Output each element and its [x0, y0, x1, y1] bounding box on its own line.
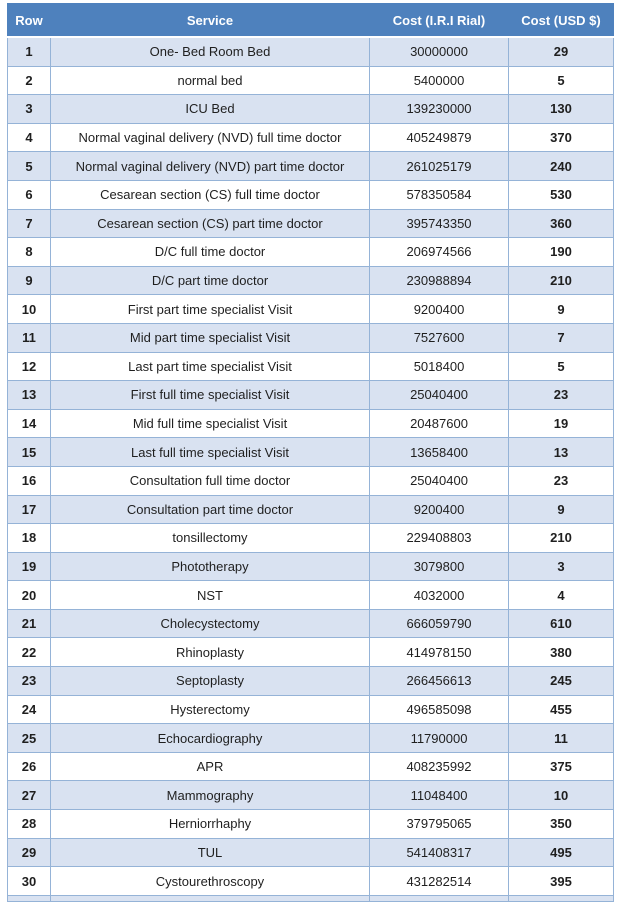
row-number-cell: 28	[8, 810, 51, 839]
cost-rial-cell: 229408803	[370, 524, 509, 553]
cost-rial-cell: 9200400	[370, 295, 509, 324]
table-row	[8, 266, 614, 295]
cost-rial-cell: 408235992	[370, 752, 509, 781]
cost-rial-cell: 666059790	[370, 609, 509, 638]
cost-rial-cell: 541408317	[370, 838, 509, 867]
row-number-cell: 16	[8, 466, 51, 495]
cost-rial-cell: 496585098	[370, 695, 509, 724]
service-cell: D/C part time doctor	[51, 266, 370, 295]
cost-rial-cell: 30000000	[370, 37, 509, 66]
row-number-cell: 18	[8, 524, 51, 553]
service-cell: Normal vaginal delivery (NVD) part time doctor	[51, 152, 370, 181]
hospital-cost-table	[7, 3, 614, 902]
cost-rial-cell: 414978150	[370, 638, 509, 667]
cost-usd-cell: 130	[509, 95, 614, 124]
service-cell: Mammography	[51, 781, 370, 810]
table-row	[8, 95, 614, 124]
row-number-cell: 9	[8, 266, 51, 295]
service-cell: Herniorrhaphy	[51, 810, 370, 839]
row-number-cell: 29	[8, 838, 51, 867]
cost-rial-cell: 4032000	[370, 581, 509, 610]
cost-usd-cell: 190	[509, 238, 614, 267]
table-body	[8, 37, 614, 901]
row-number-cell: 22	[8, 638, 51, 667]
table-row	[8, 495, 614, 524]
service-cell: Cesarean section (CS) part time doctor	[51, 209, 370, 238]
header-row	[8, 4, 614, 38]
cost-usd-cell: 7	[509, 323, 614, 352]
partial-row	[8, 895, 614, 901]
row-number-cell: 3	[8, 95, 51, 124]
cost-usd-cell: 3	[509, 552, 614, 581]
header-cell-cost-rial: Cost (I.R.I Rial)	[370, 4, 509, 38]
cost-rial-cell: 266456613	[370, 667, 509, 696]
row-number-cell: 1	[8, 37, 51, 66]
row-number-cell: 15	[8, 438, 51, 467]
row-number-cell: 26	[8, 752, 51, 781]
table-row	[8, 238, 614, 267]
row-number-cell: 6	[8, 180, 51, 209]
table-row	[8, 438, 614, 467]
service-cell: Mid full time specialist Visit	[51, 409, 370, 438]
table-row	[8, 466, 614, 495]
row-number-cell: 5	[8, 152, 51, 181]
table-row	[8, 323, 614, 352]
row-number-cell: 13	[8, 381, 51, 410]
cost-usd-cell: 5	[509, 352, 614, 381]
cost-usd-cell: 23	[509, 381, 614, 410]
table-header	[8, 4, 614, 38]
service-cell: Cesarean section (CS) full time doctor	[51, 180, 370, 209]
cost-usd-cell: 210	[509, 266, 614, 295]
cost-usd-cell: 4	[509, 581, 614, 610]
cost-rial-cell: 7527600	[370, 323, 509, 352]
header-cell-row: Row	[8, 4, 51, 38]
service-cell: Last part time specialist Visit	[51, 352, 370, 381]
cost-usd-cell: 530	[509, 180, 614, 209]
cost-usd-cell: 380	[509, 638, 614, 667]
service-cell: D/C full time doctor	[51, 238, 370, 267]
cost-usd-cell: 360	[509, 209, 614, 238]
table-row	[8, 609, 614, 638]
header-cell-cost-usd: Cost (USD $)	[509, 4, 614, 38]
row-number-cell: 19	[8, 552, 51, 581]
row-number-cell: 7	[8, 209, 51, 238]
table-row	[8, 867, 614, 896]
table-row	[8, 295, 614, 324]
cost-rial-cell: 230988894	[370, 266, 509, 295]
row-number-cell: 21	[8, 609, 51, 638]
cost-rial-cell: 11048400	[370, 781, 509, 810]
cost-rial-cell: 395743350	[370, 209, 509, 238]
partial-cell	[51, 895, 370, 901]
table-row	[8, 667, 614, 696]
row-number-cell: 8	[8, 238, 51, 267]
table-row	[8, 123, 614, 152]
service-cell: Consultation part time doctor	[51, 495, 370, 524]
service-cell: Phototherapy	[51, 552, 370, 581]
service-cell: TUL	[51, 838, 370, 867]
row-number-cell: 25	[8, 724, 51, 753]
table-row	[8, 352, 614, 381]
service-cell: Mid part time specialist Visit	[51, 323, 370, 352]
table-row	[8, 838, 614, 867]
table-row	[8, 37, 614, 66]
service-cell: First part time specialist Visit	[51, 295, 370, 324]
table-row	[8, 581, 614, 610]
cost-usd-cell: 350	[509, 810, 614, 839]
table-row	[8, 66, 614, 95]
service-cell: Hysterectomy	[51, 695, 370, 724]
table-row	[8, 781, 614, 810]
cost-usd-cell: 370	[509, 123, 614, 152]
service-cell: Cholecystectomy	[51, 609, 370, 638]
cost-usd-cell: 240	[509, 152, 614, 181]
cost-rial-cell: 5018400	[370, 352, 509, 381]
partial-cell	[370, 895, 509, 901]
cost-rial-cell: 3079800	[370, 552, 509, 581]
cost-rial-cell: 20487600	[370, 409, 509, 438]
cost-rial-cell: 405249879	[370, 123, 509, 152]
header-cell-service: Service	[51, 4, 370, 38]
table-row	[8, 752, 614, 781]
table-row	[8, 524, 614, 553]
service-cell: APR	[51, 752, 370, 781]
cost-usd-cell: 13	[509, 438, 614, 467]
row-number-cell: 2	[8, 66, 51, 95]
service-cell: normal bed	[51, 66, 370, 95]
cost-usd-cell: 245	[509, 667, 614, 696]
cost-rial-cell: 5400000	[370, 66, 509, 95]
row-number-cell: 14	[8, 409, 51, 438]
cost-usd-cell: 610	[509, 609, 614, 638]
cost-rial-cell: 379795065	[370, 810, 509, 839]
cost-rial-cell: 261025179	[370, 152, 509, 181]
table-row	[8, 180, 614, 209]
table-row	[8, 810, 614, 839]
table-row	[8, 724, 614, 753]
row-number-cell: 10	[8, 295, 51, 324]
cost-usd-cell: 10	[509, 781, 614, 810]
table-row	[8, 638, 614, 667]
cost-usd-cell: 210	[509, 524, 614, 553]
cost-usd-cell: 29	[509, 37, 614, 66]
service-cell: Cystourethroscopy	[51, 867, 370, 896]
table-row	[8, 209, 614, 238]
service-cell: Septoplasty	[51, 667, 370, 696]
cost-usd-cell: 11	[509, 724, 614, 753]
row-number-cell: 23	[8, 667, 51, 696]
cost-rial-cell: 13658400	[370, 438, 509, 467]
row-number-cell: 4	[8, 123, 51, 152]
row-number-cell: 17	[8, 495, 51, 524]
service-cell: Rhinoplasty	[51, 638, 370, 667]
service-cell: NST	[51, 581, 370, 610]
service-cell: First full time specialist Visit	[51, 381, 370, 410]
table-row	[8, 695, 614, 724]
cost-rial-cell: 25040400	[370, 466, 509, 495]
row-number-cell: 20	[8, 581, 51, 610]
table-row	[8, 552, 614, 581]
cost-usd-cell: 395	[509, 867, 614, 896]
row-number-cell: 11	[8, 323, 51, 352]
service-cell: Last full time specialist Visit	[51, 438, 370, 467]
cost-usd-cell: 9	[509, 495, 614, 524]
table-row	[8, 409, 614, 438]
cost-rial-cell: 206974566	[370, 238, 509, 267]
cost-usd-cell: 5	[509, 66, 614, 95]
service-cell: tonsillectomy	[51, 524, 370, 553]
service-cell: Normal vaginal delivery (NVD) full time doctor	[51, 123, 370, 152]
service-cell: Echocardiography	[51, 724, 370, 753]
cost-usd-cell: 375	[509, 752, 614, 781]
cost-rial-cell: 578350584	[370, 180, 509, 209]
cost-rial-cell: 11790000	[370, 724, 509, 753]
partial-cell	[8, 895, 51, 901]
cost-usd-cell: 455	[509, 695, 614, 724]
table-row	[8, 381, 614, 410]
cost-usd-cell: 9	[509, 295, 614, 324]
cost-rial-cell: 139230000	[370, 95, 509, 124]
row-number-cell: 12	[8, 352, 51, 381]
cost-usd-cell: 495	[509, 838, 614, 867]
service-cell: One- Bed Room Bed	[51, 37, 370, 66]
table-row	[8, 152, 614, 181]
cost-rial-cell: 25040400	[370, 381, 509, 410]
cost-rial-cell: 9200400	[370, 495, 509, 524]
partial-cell	[509, 895, 614, 901]
service-cell: Consultation full time doctor	[51, 466, 370, 495]
row-number-cell: 30	[8, 867, 51, 896]
cost-rial-cell: 431282514	[370, 867, 509, 896]
service-cell: ICU Bed	[51, 95, 370, 124]
row-number-cell: 27	[8, 781, 51, 810]
cost-usd-cell: 23	[509, 466, 614, 495]
cost-usd-cell: 19	[509, 409, 614, 438]
row-number-cell: 24	[8, 695, 51, 724]
